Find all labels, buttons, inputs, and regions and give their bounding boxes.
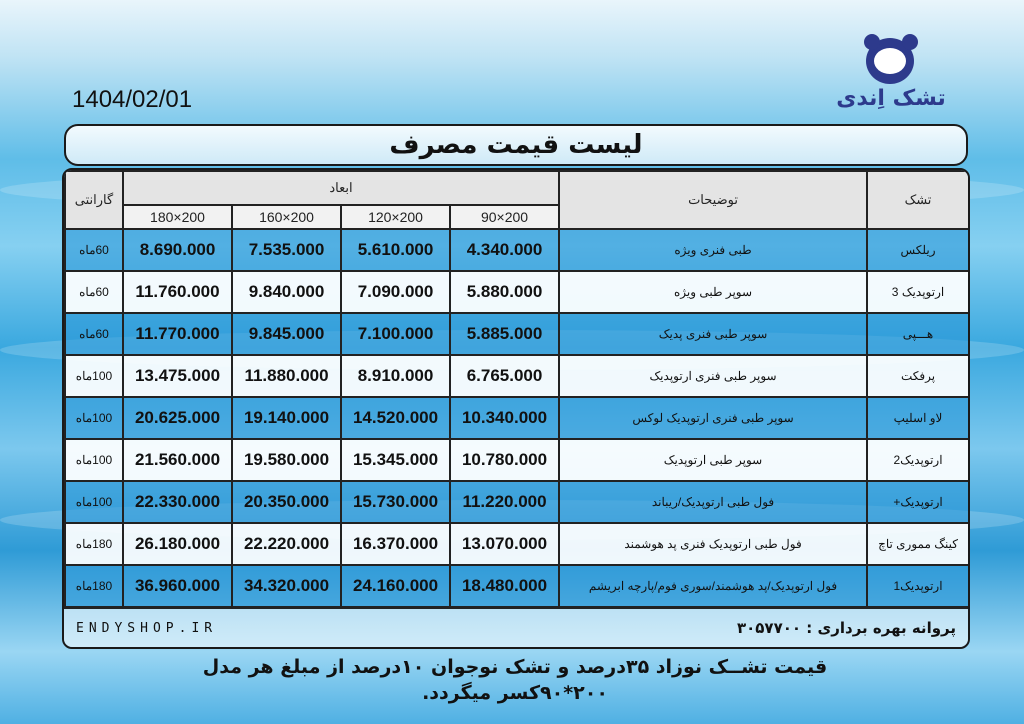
mattress-description: سوپر طبی فنری ارتوپدیک لوکس — [559, 397, 867, 439]
mattress-description: فول طبی ارتوپدیک/ریباند — [559, 481, 867, 523]
price-cell: 36.960.000 — [123, 565, 232, 607]
mattress-description: سوپر طبی ویژه — [559, 271, 867, 313]
mattress-name: لاو اسلیپ — [867, 397, 969, 439]
price-cell: 11.770.000 — [123, 313, 232, 355]
header-dimensions: ابعاد — [123, 171, 559, 205]
price-cell: 26.180.000 — [123, 523, 232, 565]
price-cell: 5.885.000 — [450, 313, 559, 355]
header-size: 200×90 — [450, 205, 559, 229]
price-cell: 20.625.000 — [123, 397, 232, 439]
price-cell: 14.520.000 — [341, 397, 450, 439]
mattress-description: فول ارتوپدیک/پد هوشمند/سوری فوم/پارچه ابریشم — [559, 565, 867, 607]
mattress-description: سوپر طبی فنری پدیک — [559, 313, 867, 355]
price-table-frame — [62, 168, 970, 649]
price-cell: 10.340.000 — [450, 397, 559, 439]
price-cell: 11.880.000 — [232, 355, 341, 397]
warranty-cell: 180ماه — [65, 523, 123, 565]
mattress-name: ارتوپدیک1 — [867, 565, 969, 607]
price-cell: 24.160.000 — [341, 565, 450, 607]
price-cell: 18.480.000 — [450, 565, 559, 607]
table-footer — [64, 607, 968, 649]
price-cell: 19.140.000 — [232, 397, 341, 439]
header-warranty: گارانتی — [65, 171, 123, 229]
price-cell: 22.220.000 — [232, 523, 341, 565]
discount-note: قیمت تشــک نوزاد ۳۵درصد و تشک نوجوان ۱۰درصد از مبلغ هر مدل ۲۰۰*۹۰کسر میگردد. — [202, 656, 828, 704]
warranty-cell: 100ماه — [65, 397, 123, 439]
price-cell: 9.845.000 — [232, 313, 341, 355]
warranty-cell: 60ماه — [65, 229, 123, 271]
warranty-cell: 180ماه — [65, 565, 123, 607]
price-cell: 15.345.000 — [341, 439, 450, 481]
header-mattress: تشک — [867, 171, 969, 229]
license-number: پروانه بهره برداری : ۳۰۵۷۷۰۰ — [736, 619, 956, 637]
price-cell: 5.610.000 — [341, 229, 450, 271]
table-row — [65, 397, 969, 439]
mattress-description: فول طبی ارتوپدیک فنری پد هوشمند — [559, 523, 867, 565]
price-list-date: 1404/02/01 — [72, 86, 193, 113]
mattress-description: طبی فنری ویژه — [559, 229, 867, 271]
price-cell: 11.220.000 — [450, 481, 559, 523]
table-row — [65, 523, 969, 565]
mattress-name: کینگ مموری تاچ — [867, 523, 969, 565]
price-cell: 7.090.000 — [341, 271, 450, 313]
price-cell: 6.765.000 — [450, 355, 559, 397]
price-table — [64, 170, 970, 608]
price-cell: 20.350.000 — [232, 481, 341, 523]
table-row — [65, 355, 969, 397]
mattress-name: ارتوپدیک2 — [867, 439, 969, 481]
price-cell: 22.330.000 — [123, 481, 232, 523]
price-cell: 11.760.000 — [123, 271, 232, 313]
price-cell: 7.535.000 — [232, 229, 341, 271]
price-cell: 4.340.000 — [450, 229, 559, 271]
table-row — [65, 439, 969, 481]
price-cell: 13.475.000 — [123, 355, 232, 397]
table-row — [65, 229, 969, 271]
header-description: توضیحات — [559, 171, 867, 229]
mattress-description: سوپر طبی ارتوپدیک — [559, 439, 867, 481]
price-cell: 15.730.000 — [341, 481, 450, 523]
mattress-name: ارتوپدیک 3 — [867, 271, 969, 313]
warranty-cell: 60ماه — [65, 271, 123, 313]
price-cell: 5.880.000 — [450, 271, 559, 313]
price-cell: 34.320.000 — [232, 565, 341, 607]
price-cell: 7.100.000 — [341, 313, 450, 355]
price-cell: 8.910.000 — [341, 355, 450, 397]
price-cell: 21.560.000 — [123, 439, 232, 481]
website-address: ENDYSHOP.IR — [76, 621, 218, 636]
header-size: 200×160 — [232, 205, 341, 229]
mattress-name: ریلکس — [867, 229, 969, 271]
price-cell: 10.780.000 — [450, 439, 559, 481]
warranty-cell: 60ماه — [65, 313, 123, 355]
header-size: 200×120 — [341, 205, 450, 229]
mattress-name: هـــپی — [867, 313, 969, 355]
mattress-name: ارتوپدیک+ — [867, 481, 969, 523]
table-row — [65, 481, 969, 523]
table-row — [65, 313, 969, 355]
price-cell: 8.690.000 — [123, 229, 232, 271]
warranty-cell: 100ماه — [65, 355, 123, 397]
price-cell: 19.580.000 — [232, 439, 341, 481]
warranty-cell: 100ماه — [65, 481, 123, 523]
header-size: 200×180 — [123, 205, 232, 229]
table-row — [65, 565, 969, 607]
price-cell: 13.070.000 — [450, 523, 559, 565]
mattress-name: پرفکت — [867, 355, 969, 397]
price-cell: 9.840.000 — [232, 271, 341, 313]
price-cell: 16.370.000 — [341, 523, 450, 565]
brand-logo — [836, 38, 946, 116]
mattress-description: سوپر طبی فنری ارتوپدیک — [559, 355, 867, 397]
page-title: لیست قیمت مصرف — [64, 124, 968, 166]
warranty-cell: 100ماه — [65, 439, 123, 481]
brand-logo-text: تشک اِندی — [836, 86, 946, 111]
table-row — [65, 271, 969, 313]
